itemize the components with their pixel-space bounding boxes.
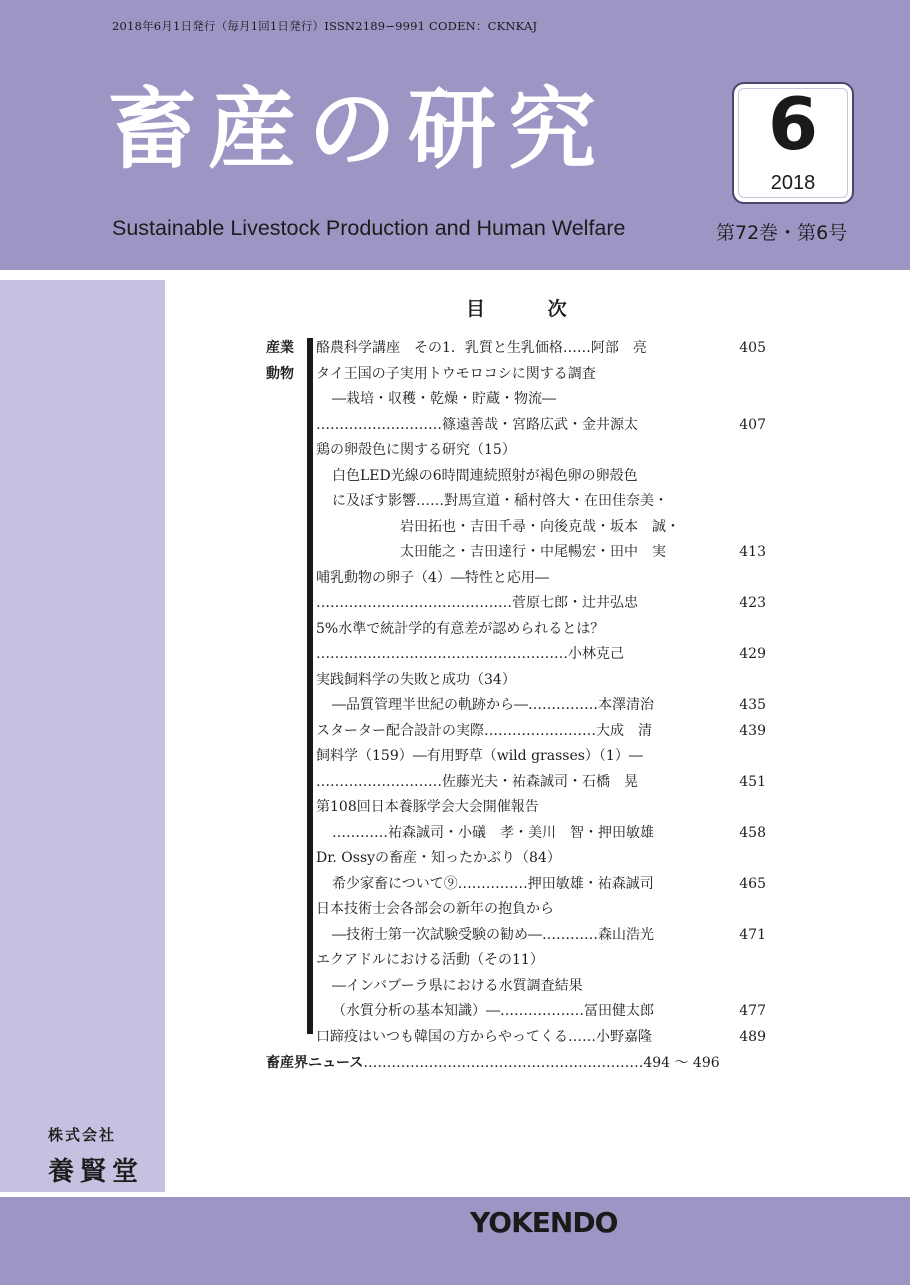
toc-line-text: に及ぼす影響……對馬宣道・稲村啓大・在田佳奈美・: [332, 493, 668, 509]
toc-page-number: 413: [739, 544, 766, 560]
section-label: 産業動物: [266, 340, 294, 382]
toc-line: [316, 770, 766, 796]
toc-line: [316, 617, 766, 643]
toc-line-text: （水質分析の基本知識）―………………冨田健太郎: [332, 1003, 654, 1019]
toc-line: [316, 948, 766, 974]
toc-line-text: エクアドルにおける活動（その11）: [316, 952, 544, 968]
toc-line-text: タイ王国の子実用トウモロコシに関する調査: [316, 365, 596, 382]
section-bar: [307, 338, 313, 1034]
toc-line: [316, 668, 766, 694]
toc-page-number: 471: [739, 926, 766, 943]
toc-line-text: 岩田拓也・吉田千尋・向後克哉・坂本 誠・: [400, 518, 680, 535]
toc-page-number: 407: [739, 416, 766, 433]
publication-info: 2018年6月1日発行（毎月1回1日発行）ISSN2189−9991 CODEN：CKNKAJ: [112, 19, 538, 33]
issue-badge: [732, 82, 854, 204]
toc-line: [316, 795, 766, 821]
toc-line-text: 第108回日本養豚学会大会開催報告: [316, 799, 539, 815]
toc-line: [316, 821, 766, 847]
toc-line: [316, 489, 766, 515]
toc-line: [316, 1025, 766, 1051]
toc-line: [316, 336, 766, 362]
issue-number: 6: [767, 82, 819, 166]
toc-line: [316, 923, 766, 949]
toc-page-number: 477: [739, 1003, 766, 1019]
toc-line: [316, 897, 766, 923]
toc-line-text: 実践飼料学の失敗と成功（34）: [316, 671, 516, 688]
toc-line-text: 酪農科学講座 その1．乳質と生乳価格……阿部 亮: [316, 340, 647, 356]
toc-line-text: Dr. Ossyの畜産・知ったかぶり（84）: [316, 850, 561, 866]
side-band: [0, 280, 165, 1192]
toc-line: [316, 515, 766, 541]
toc-line: [316, 566, 766, 592]
toc-page-number: 489: [739, 1028, 766, 1045]
issue-year: 2018: [770, 172, 816, 194]
toc-page-number: 451: [739, 773, 766, 790]
toc-line-text: ―技術士第一次試験受験の勧め―…………森山浩光: [332, 926, 654, 943]
toc-line: [316, 974, 766, 1000]
toc-line: [316, 464, 766, 490]
journal-title: 畜産の研究: [108, 78, 609, 181]
toc-page-number: 405: [739, 340, 766, 356]
toc-line: [316, 744, 766, 770]
toc-line-text: 白色LED光線の6時間連続照射が褐色卵の卵殻色: [332, 467, 638, 484]
toc-line-text: 太田能之・吉田達行・中尾暢宏・田中 実: [400, 544, 666, 560]
news-entry: [266, 1052, 764, 1074]
toc-line: [316, 642, 766, 668]
publisher-block: [48, 1124, 158, 1188]
toc-line: [316, 872, 766, 898]
toc-line-text: ―インバブーラ県における水質調査結果: [332, 977, 583, 994]
toc-line-text: ―栽培・収穫・乾燥・貯蔵・物流―: [332, 391, 556, 407]
toc-line-text: 5%水準で統計学的有意差が認められるとは？: [316, 620, 605, 637]
news-leader: ……………………………………………………: [363, 1055, 644, 1071]
publisher-name: 養賢堂: [48, 1157, 145, 1187]
table-of-contents: [316, 336, 766, 1050]
toc-page-number: 465: [739, 875, 766, 892]
toc-line: [316, 362, 766, 388]
publisher-logo: YOKENDO: [470, 1206, 618, 1239]
toc-line: [316, 846, 766, 872]
toc-line-text: ……………………………………菅原七郎・辻井弘忠: [316, 595, 638, 611]
toc-line-text: ………………………篠遠善哉・宮路広武・金井源太: [316, 416, 638, 433]
toc-page-number: 429: [739, 646, 766, 662]
toc-line: [316, 719, 766, 745]
toc-line: [316, 387, 766, 413]
toc-line-text: 哺乳動物の卵子（4）―特性と応用―: [316, 569, 549, 586]
toc-page-number: 435: [739, 697, 766, 713]
toc-line-text: 口蹄疫はいつも韓国の方からやってくる……小野嘉隆: [316, 1028, 652, 1045]
toc-line-text: 日本技術士会各部会の新年の抱負から: [316, 901, 554, 917]
toc-line-text: ………………………………………………小林克己: [316, 646, 624, 662]
toc-line: [316, 999, 766, 1025]
toc-line-text: 鶏の卵殻色に関する研究（15）: [316, 442, 516, 458]
toc-page-number: 439: [739, 722, 766, 739]
toc-line: [316, 591, 766, 617]
toc-line-text: …………祐森誠司・小礒 孝・美川 智・押田敏雄: [332, 824, 654, 841]
toc-line-text: スターター配合設計の実際……………………大成 清: [316, 722, 652, 739]
publisher-corp: 株式会社: [48, 1126, 117, 1144]
toc-line-text: 希少家畜について⑨……………押田敏雄・祐森誠司: [332, 875, 654, 892]
toc-page-number: 423: [739, 595, 766, 611]
journal-subtitle: Sustainable Livestock Production and Human Welfare: [112, 216, 626, 240]
footer-band: [0, 1197, 910, 1285]
news-label: 畜産界ニュース: [266, 1055, 364, 1071]
toc-line-text: 飼料学（159）―有用野草（wild grasses）（1）―: [316, 748, 643, 764]
toc-line-text: ―品質管理半世紀の軌跡から―……………本澤清治: [332, 697, 654, 713]
toc-page-number: 458: [739, 824, 766, 841]
toc-line: [316, 540, 766, 566]
toc-line-text: ………………………佐藤光夫・祐森誠司・石橋 晃: [316, 773, 638, 790]
toc-line: [316, 438, 766, 464]
toc-line: [316, 413, 766, 439]
toc-line: [316, 693, 766, 719]
volume-number: 第72巻・第6号: [716, 222, 848, 244]
news-pages: 494 ～ 496: [643, 1055, 720, 1071]
toc-heading: 目 次: [466, 298, 595, 320]
